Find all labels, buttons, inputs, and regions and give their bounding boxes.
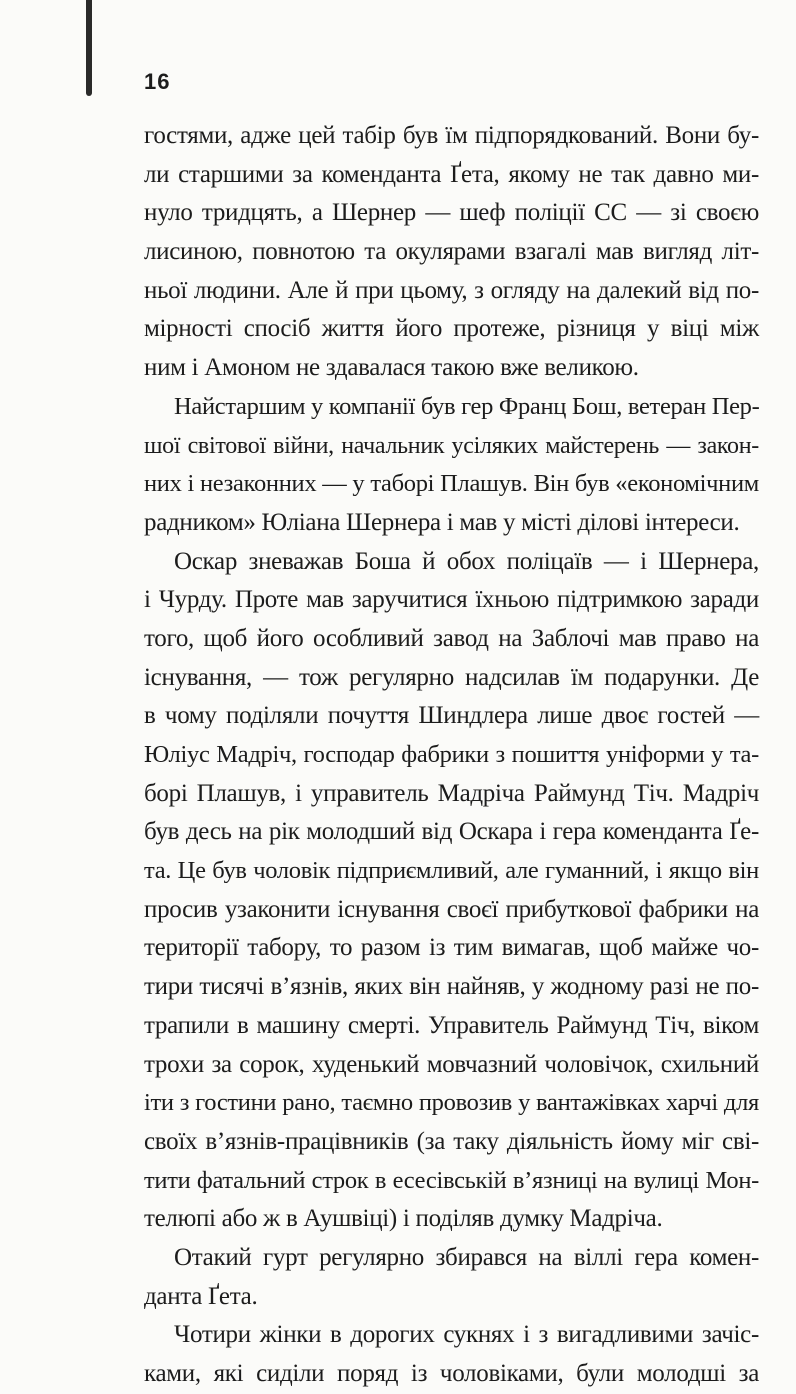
- text-line: Найстаршим у компанії був гер Франц Бош, ветеран Пер-: [174, 392, 760, 420]
- page-edge-mark: [86, 0, 92, 96]
- text-line: і Чурду. Проте мав заручитися їхньою підтримкою заради: [144, 586, 759, 614]
- text-line: трохи за сорок, худенький мовчазний чоловічок, схильний: [144, 1050, 759, 1078]
- text-line: ками, які сиділи поряд із чоловіками, були молодші за: [144, 1360, 759, 1387]
- text-line: був десь на рік молодший від Оскара і гера коменданта Ґе-: [144, 818, 759, 846]
- text-line: гостями, адже цей табір був їм підпорядкований. Вони бу-: [144, 122, 759, 149]
- text-line: телюпі або ж в Аушвіці) і поділяв думку Мадріча.: [144, 1205, 663, 1233]
- text-line: території табору, то разом із тим вимагав, щоб майже чо-: [144, 934, 759, 962]
- text-line: в чому поділяли почуття Шиндлера лише двоє гостей —: [144, 702, 759, 730]
- text-line: них і незаконних — у таборі Плашув. Він був «економічним: [144, 470, 759, 498]
- text-line: Отакий гурт регулярно збирався на віллі гера комен-: [174, 1243, 759, 1271]
- text-line: ли старшими за коменданта Ґета, якому не так давно ми-: [144, 160, 759, 188]
- text-line: данта Ґета.: [144, 1282, 258, 1310]
- text-line: нуло тридцять, а Шернер — шеф поліції СС — зі своєю: [144, 199, 759, 227]
- text-line: тити фатальний строк в есесівській в’язниці на вулиці Мон-: [144, 1166, 759, 1194]
- text-line: трапили в машину смерті. Управитель Раймунд Тіч, віком: [144, 1011, 759, 1039]
- text-line: борі Плашув, і управитель Мадріча Раймунд Тіч. Мадріч: [144, 779, 759, 807]
- text-line: ним і Амоном не здавалася такою вже великою.: [144, 354, 639, 382]
- text-line: Юліус Мадріч, господар фабрики з пошиття уніформи у та-: [144, 741, 759, 768]
- text-line: Чотири жінки в дорогих сукнях і з вигадливими зачіс-: [174, 1321, 759, 1349]
- text-line: ньої людини. Але й при цьому, з огляду на далекий від по-: [144, 276, 759, 304]
- text-line: просив узаконити існування своєї прибуткової фабрики на: [144, 895, 759, 923]
- text-line: Оскар зневажав Боша й обох поліцаїв — і Шернера,: [174, 547, 759, 575]
- text-line: мірності спосіб життя його протеже, різниця у віці між: [144, 315, 759, 343]
- text-line: шої світової війни, начальник усіляких майстерень — закон-: [144, 432, 759, 459]
- text-line: та. Це був чоловік підприємливий, але гуманний, і якщо він: [144, 857, 759, 885]
- text-line: лисиною, повнотою та окулярами взагалі мав вигляд літ-: [144, 238, 759, 266]
- text-line: радником» Юліана Шернера і мав у місті ділові інтереси.: [144, 508, 740, 536]
- page-number: 16: [144, 69, 171, 94]
- text-line: іти з гостини рано, таємно провозив у вантажівках харчі для: [144, 1089, 759, 1117]
- text-line: своїх в’язнів-працівників (за таку діяльність йому міг сві-: [144, 1127, 759, 1155]
- text-line: існування, — тож регулярно надсилав їм подарунки. Де: [144, 663, 759, 691]
- text-line: тири тисячі в’язнів, яких він найняв, у жодному разі не по-: [144, 973, 759, 1001]
- body-text: [144, 117, 759, 1394]
- text-line: того, щоб його особливий завод на Заблочі мав право на: [144, 624, 759, 652]
